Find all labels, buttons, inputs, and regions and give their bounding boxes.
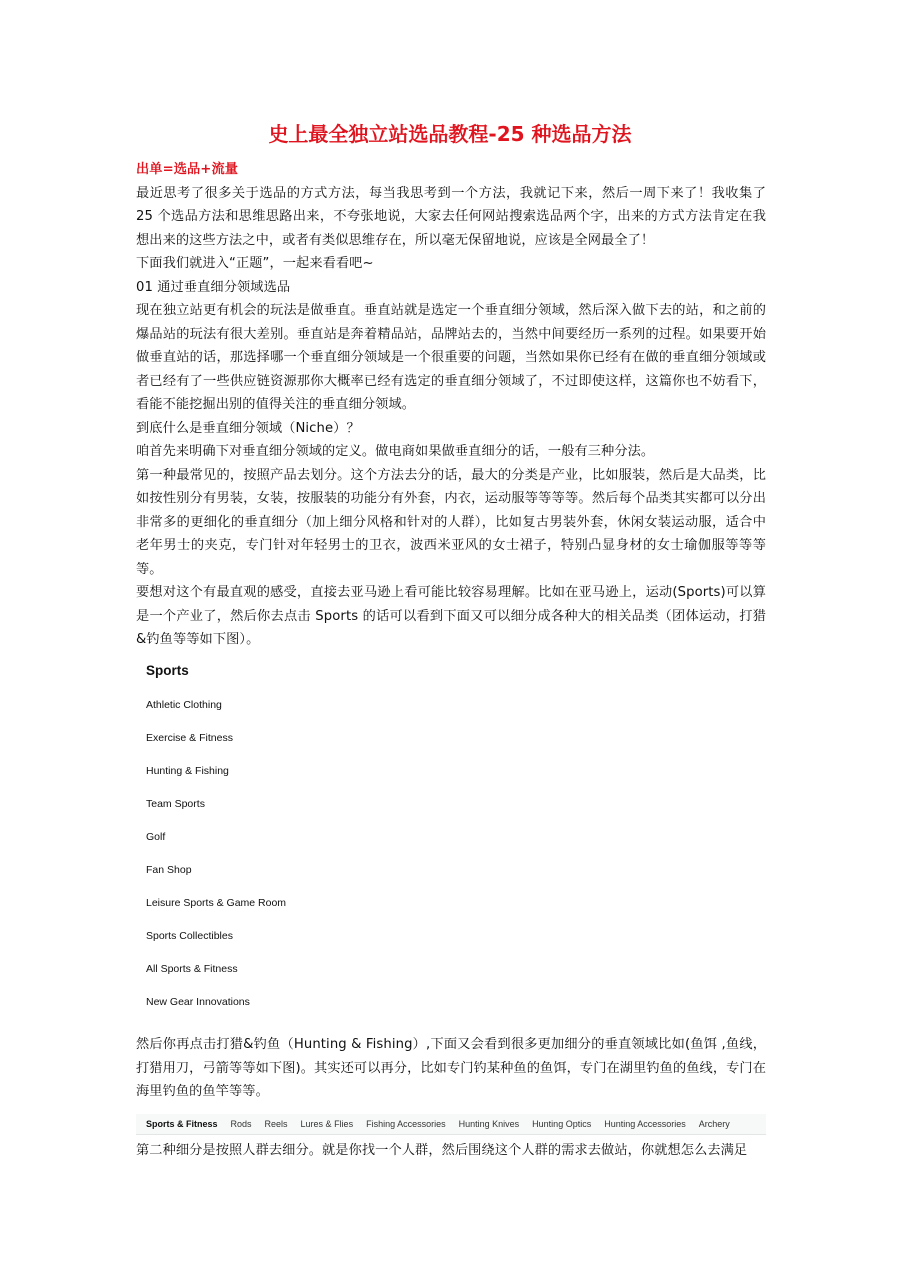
sports-menu-heading: Sports bbox=[146, 662, 189, 678]
sports-menu-item[interactable]: Athletic Clothing bbox=[146, 698, 222, 711]
sports-menu-screenshot bbox=[142, 658, 766, 1030]
document-body bbox=[136, 158, 766, 1162]
paragraph-niche-question: 到底什么是垂直细分领域（Niche）？ bbox=[136, 420, 360, 436]
category-nav-item[interactable]: Hunting Accessories bbox=[604, 1118, 686, 1129]
paragraph-vertical-site: 现在独立站更有机会的玩法是做垂直。垂直站就是选定一个垂直细分领域，然后深入做下去的站，和之前的爆品站的玩法有很大差别。垂直站是奔着精品站，品牌站去的，当然中间要经历一系列的过程。如果要开始做垂直站的话，那选择哪一个垂直细分领域是一个很重要的问题，当然如果你已经有在做的垂直细分领域或者已经有了一些供应链资源那你大概率已经有选定的垂直细分领域了，不过即使这样，这篇你也不妨看下，看能不能挖掘出别的值得关注的垂直细分领域。 bbox=[136, 303, 766, 412]
document-title: 史上最全独立站选品教程-25 种选品方法 bbox=[268, 122, 632, 146]
sports-menu-item[interactable]: Team Sports bbox=[146, 797, 205, 810]
category-nav-item[interactable]: Reels bbox=[264, 1118, 288, 1129]
paragraph-amazon-example: 要想对这个有最直观的感受，直接去亚马逊上看可能比较容易理解。比如在亚马逊上，运动(Sports)可以算是一个产业了，然后你去点击 Sports 的话可以看到下面又可以细分成各种大的相关品类（团体运动，打猎&钓鱼等等如下图）。 bbox=[136, 585, 766, 647]
sports-menu-item[interactable]: Golf bbox=[146, 830, 166, 843]
sports-menu-item[interactable]: Leisure Sports & Game Room bbox=[146, 897, 287, 910]
paragraph-first-method: 第一种最常见的，按照产品去划分。这个方法去分的话，最大的分类是产业，比如服装，然后是大品类，比如按性别分有男装，女装，按服装的功能分有外套，内衣，运动服等等等等。然后每个品类其实都可以分出非常多的更细化的垂直细分（加上细分风格和针对的人群），比如复古男装外套，休闲女装运动服，适合中老年男士的夹克，专门针对年轻男士的卫衣，波西米亚风的女士裙子，特别凸显身材的女士瑜伽服等等等等。 bbox=[136, 467, 766, 577]
sports-menu-item[interactable]: All Sports & Fitness bbox=[146, 963, 238, 976]
sports-menu-item[interactable]: Fan Shop bbox=[146, 863, 192, 876]
sports-menu-item[interactable]: Exercise & Fitness bbox=[146, 731, 233, 744]
sports-menu-item[interactable]: Sports Collectibles bbox=[146, 930, 233, 943]
sports-menu-item[interactable]: New Gear Innovations bbox=[146, 996, 250, 1009]
document-subtitle: 出单=选品+流量 bbox=[136, 162, 239, 177]
category-nav-bar bbox=[136, 1114, 766, 1135]
category-nav-item[interactable]: Archery bbox=[698, 1118, 730, 1129]
paragraph-second-method: 第二种细分是按照人群去细分。就是你找一个人群，然后围绕这个人群的需求去做站，你就想怎么去满足 bbox=[136, 1142, 748, 1158]
paragraph-enter-topic: 下面我们就进入“正题”，一起来看看吧~ bbox=[136, 256, 374, 271]
paragraph-hunting-fishing: 然后你再点击打猎&钓鱼（Hunting & Fishing）,下面又会看到很多更加细分的垂直领域比如(鱼饵 ,鱼线，打猎用刀，弓箭等等如下图)。其实还可以再分，比如专门钓某种鱼的鱼饵，专门在湖里钓鱼的鱼线，专门在海里钓鱼的鱼竿等等。 bbox=[136, 1037, 766, 1100]
sports-menu-item[interactable]: Hunting & Fishing bbox=[146, 764, 229, 777]
category-nav-item[interactable]: Rods bbox=[230, 1118, 252, 1129]
category-nav-item[interactable]: Lures & Flies bbox=[300, 1118, 354, 1129]
category-nav-item[interactable]: Hunting Knives bbox=[458, 1118, 520, 1129]
section-heading-01: 01 通过垂直细分领域选品 bbox=[136, 279, 291, 295]
paragraph-niche-definition: 咱首先来明确下对垂直细分领域的定义。做电商如果做垂直细分的话，一般有三种分法。 bbox=[136, 444, 655, 459]
paragraph-intro: 最近思考了很多关于选品的方式方法，每当我思考到一个方法，我就记下来，然后一周下来了！我收集了 25 个选品方法和思维思路出来，不夸张地说，大家去任何网站搜索选品两个字，出来的方式方法肯定在我想出来的这些方法之中，或者有类似思维存在，所以毫无保留地说，应该是全网最全了！ bbox=[136, 185, 766, 248]
category-nav-item[interactable]: Sports & Fitness bbox=[146, 1118, 218, 1129]
category-nav-item[interactable]: Fishing Accessories bbox=[366, 1118, 446, 1129]
category-nav-item[interactable]: Hunting Optics bbox=[532, 1118, 592, 1129]
